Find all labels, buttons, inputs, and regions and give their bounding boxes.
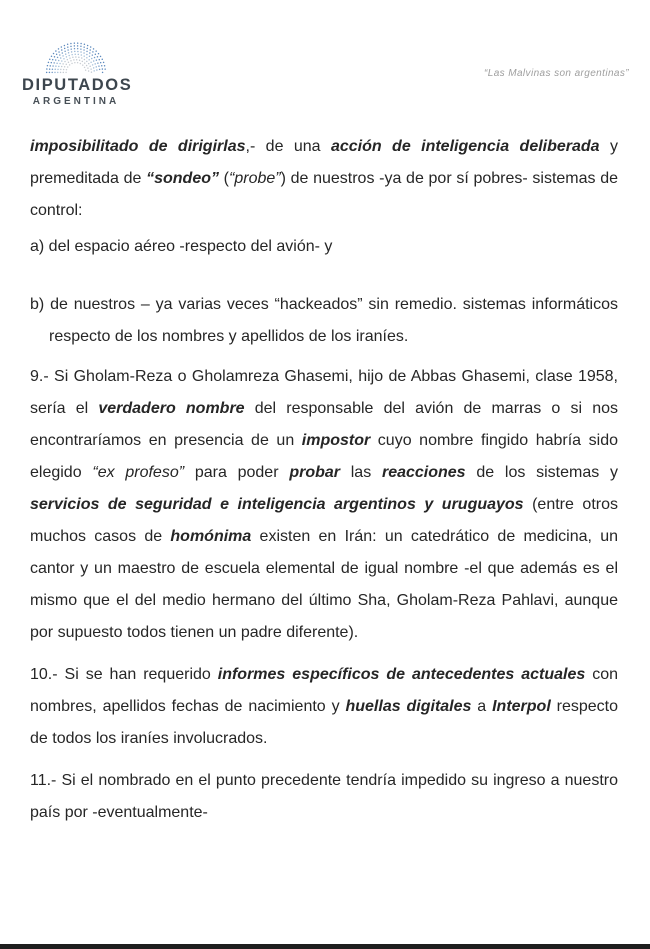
paragraph-11: [30, 765, 618, 829]
text-run: huellas digitales: [345, 698, 472, 715]
text-run: a) del espacio aéreo -respecto del avión- y: [30, 238, 333, 255]
diputados-logo: [22, 28, 133, 107]
text-run: verdadero nombre: [98, 400, 245, 417]
text-run: “ex profeso”: [92, 464, 185, 481]
text-run: informes específicos de antecedentes actuales: [217, 666, 586, 683]
logo-title: DIPUTADOS: [22, 76, 133, 94]
header-motto: “Las Malvinas son argentinas”: [484, 68, 629, 79]
text-run: b) de nuestros – ya varias veces “hackeados” sin remedio. sistemas informáticos respecto de los nombres y apellidos de los iraníes.: [30, 296, 618, 345]
text-run: del responsable del avión de marras o si nos encontraríamos en presencia de un: [30, 400, 618, 449]
text-run: con nombres, apellidos fechas de nacimiento y: [30, 666, 619, 715]
text-run: servicios de seguridad e inteligencia argentinos y uruguayos: [30, 496, 524, 513]
text-run: reacciones: [381, 464, 466, 481]
text-run: impostor: [301, 432, 371, 449]
text-run: ,- de una: [245, 138, 331, 155]
paragraph-10: [30, 659, 618, 755]
text-run: imposibilitado de dirigirlas: [30, 138, 246, 155]
text-run: a: [471, 698, 493, 715]
document-text: [30, 131, 618, 829]
text-run: 9.- Si Gholam-Reza o Gholamreza Ghasemi, hijo de Abbas Ghasemi, clase 1958, sería el: [30, 368, 618, 417]
text-run: las: [339, 464, 382, 481]
text-run: homónima: [170, 528, 252, 545]
paragraph-intro: [30, 131, 618, 227]
text-run: probar: [289, 464, 340, 481]
list-item-a: [30, 231, 618, 263]
text-run: 10.- Si se han requerido: [30, 666, 218, 683]
text-run: (: [219, 170, 230, 187]
text-run: respecto de todos los iraníes involucrados.: [30, 698, 619, 747]
hemicycle-logo-icon: [36, 28, 116, 74]
text-run: Interpol: [492, 698, 551, 715]
window-bottom-edge: [0, 944, 650, 949]
text-run: existen en Irán: un catedrático de medicina, un cantor y un maestro de escuela elemental de igual nombre -el que además es el mismo que el del medio hermano del último Sha, Gholam-Reza Pahlavi, aunque por supuesto todos tienen un padre diferente).: [30, 528, 619, 641]
text-run: para poder: [184, 464, 290, 481]
text-run: (entre otros muchos casos de: [30, 496, 618, 545]
text-run: cuyo nombre fingido habría sido elegido: [30, 432, 618, 481]
logo-subtitle: ARGENTINA: [32, 96, 120, 107]
text-run: de los sistemas y: [465, 464, 619, 481]
text-run: y premeditada de: [30, 138, 618, 187]
paragraph-9: [30, 361, 618, 649]
text-run: 11.- Si el nombrado en el punto precedente tendría impedido su ingreso a nuestro país por -eventualmente-: [30, 772, 618, 821]
text-run: ) de nuestros -ya de por sí pobres- sistemas de control:: [30, 170, 618, 219]
text-run: “probe”: [229, 170, 281, 187]
text-run: acción de inteligencia deliberada: [330, 138, 600, 155]
list-item-b: [30, 289, 618, 353]
text-run: “sondeo”: [146, 170, 219, 187]
